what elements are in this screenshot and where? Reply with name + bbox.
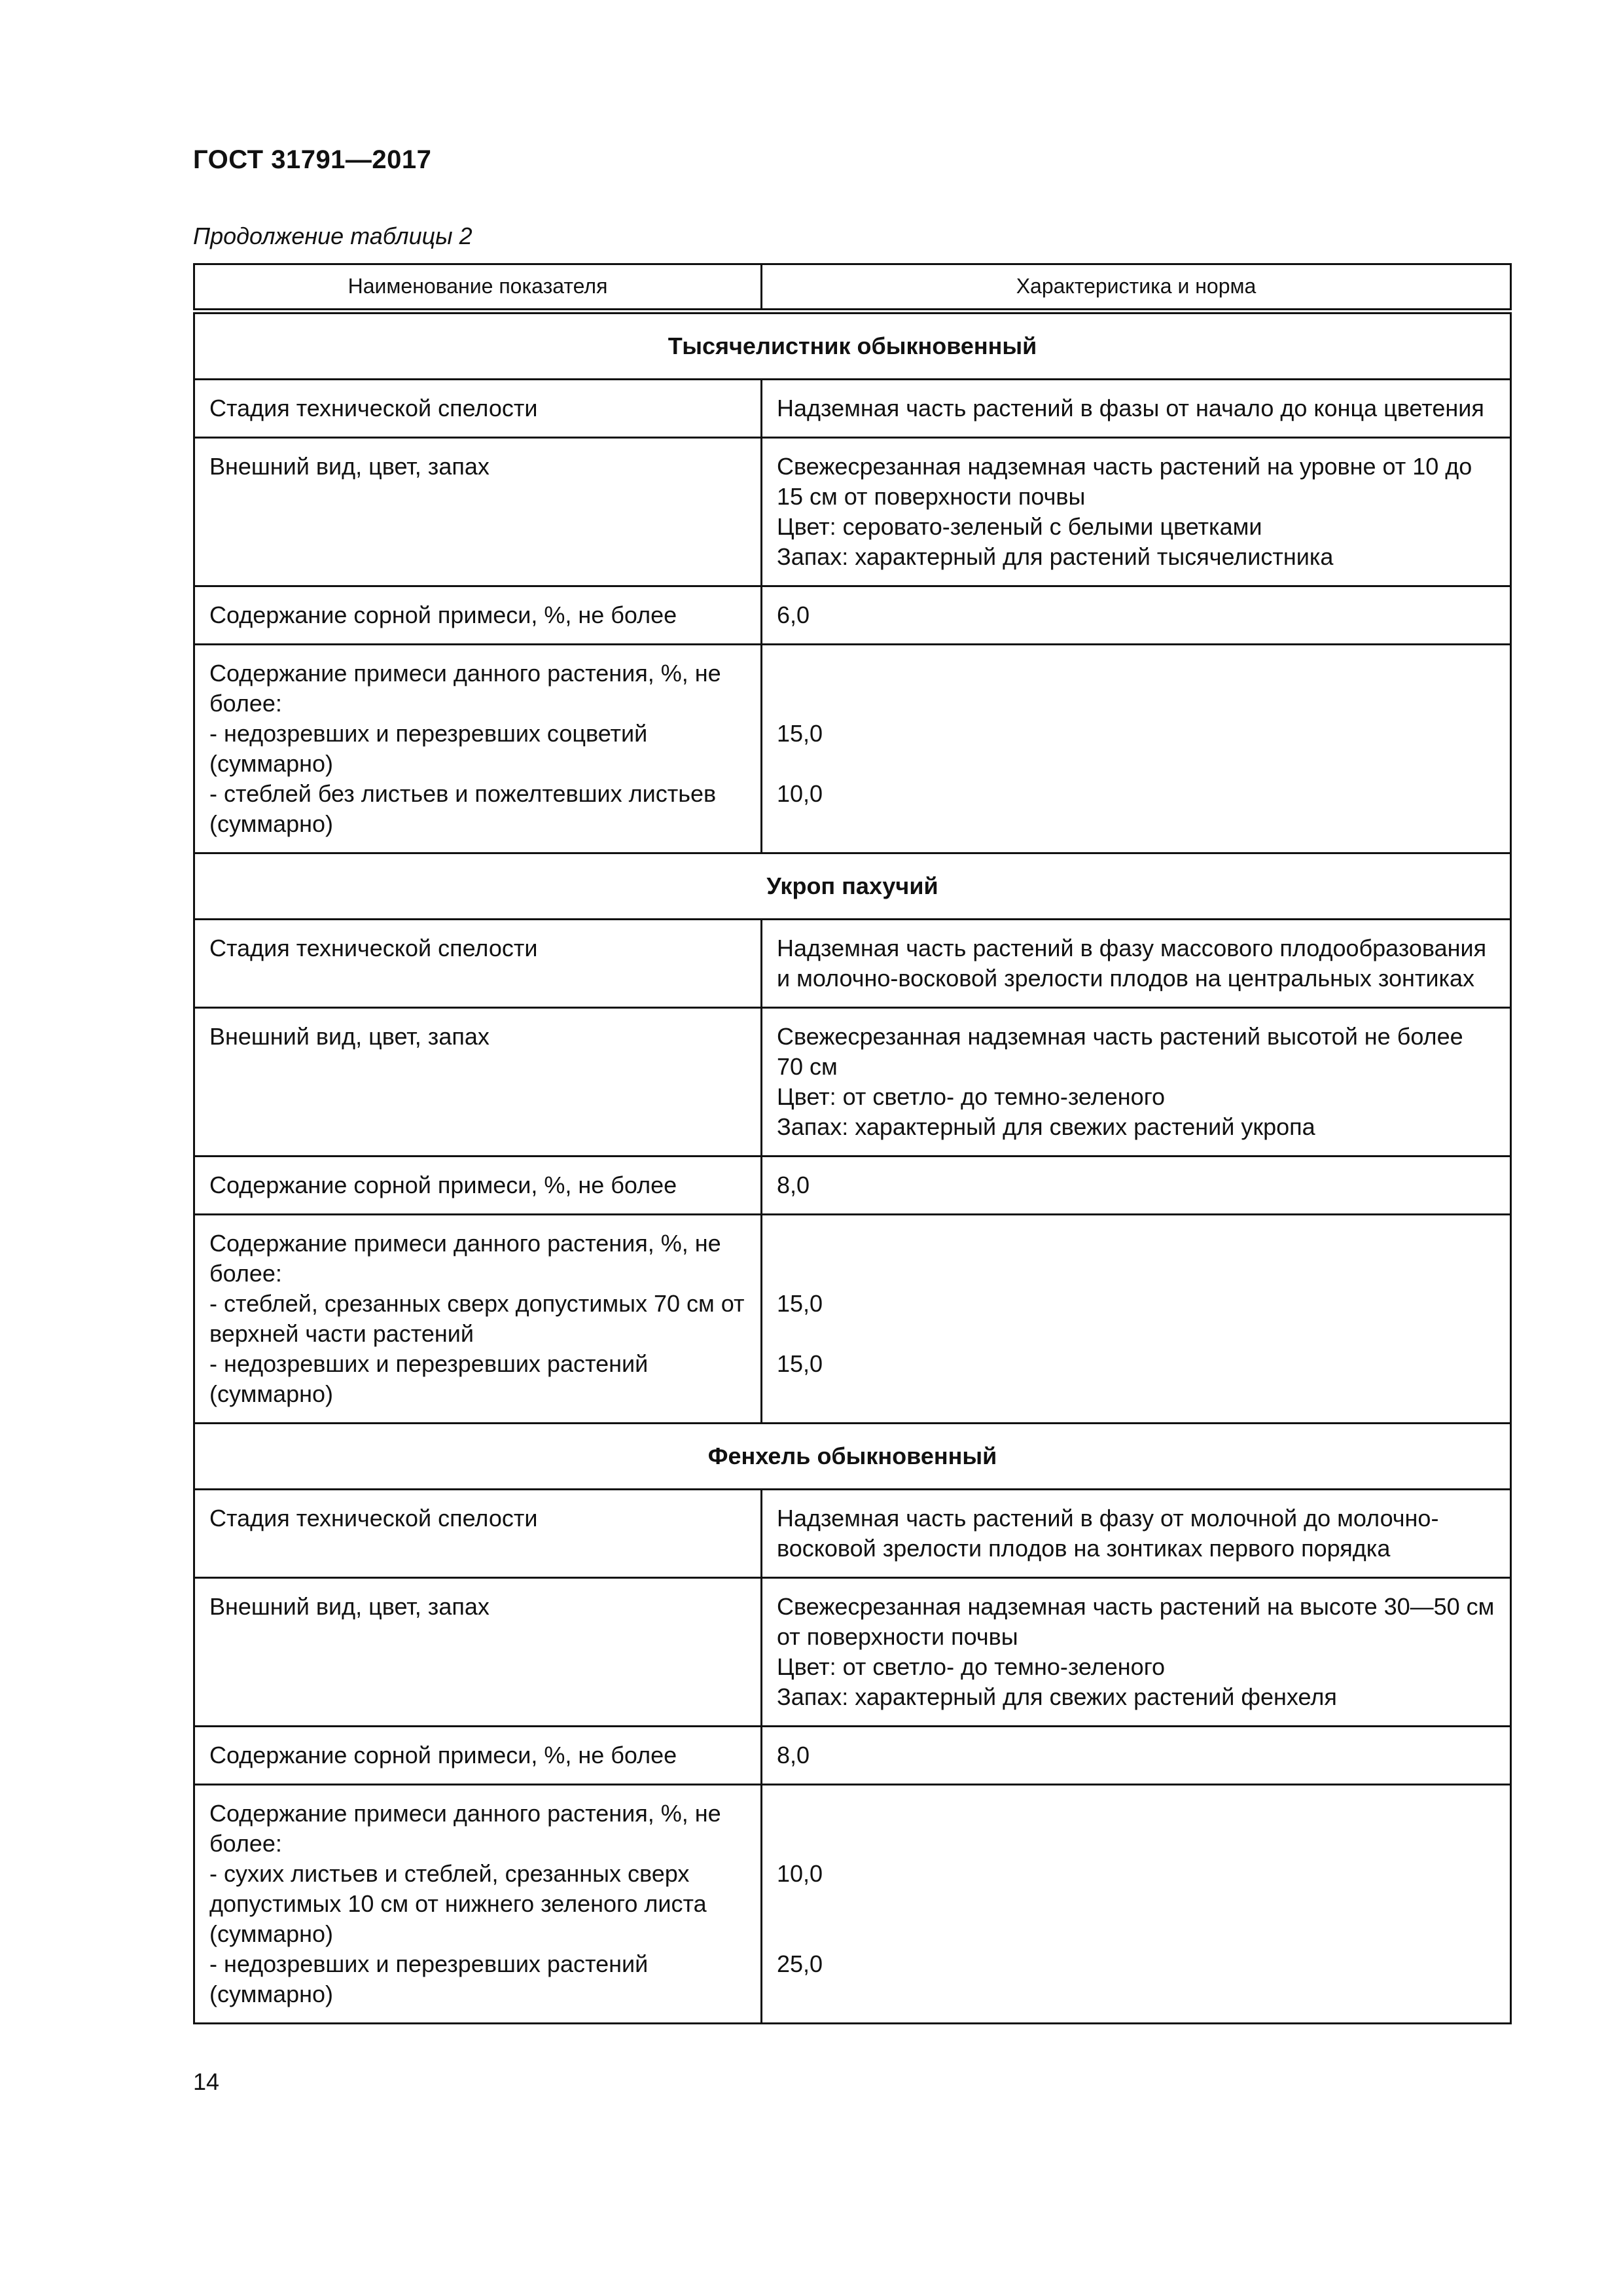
name-line: Содержание примеси данного растения, %, не более:	[209, 660, 721, 717]
section-title: Тысячелистник обыкновенный	[194, 312, 1511, 380]
indicator-name: Стадия технической спелости	[194, 1490, 762, 1578]
indicator-name: Внешний вид, цвет, запах	[194, 1008, 762, 1157]
indicator-value: 6,0	[762, 586, 1511, 645]
value-line: Запах: характерный для растений тысячелистника	[777, 543, 1334, 570]
document-standard-code: ГОСТ 31791—2017	[193, 145, 432, 174]
value-line: Запах: характерный для свежих растений фенхеля	[777, 1683, 1337, 1710]
value-line: 15,0	[777, 720, 823, 747]
name-line: - стеблей, срезанных сверх допустимых 70 см от верхней части растений	[209, 1290, 745, 1347]
indicator-name: Внешний вид, цвет, запах	[194, 1578, 762, 1727]
value-line: Запах: характерный для свежих растений укропа	[777, 1113, 1315, 1140]
value-line: Цвет: от светло- до темно-зеленого	[777, 1083, 1166, 1110]
table-row	[194, 438, 1511, 586]
table-row	[194, 380, 1511, 438]
table-caption: Продолжение таблицы 2	[193, 223, 473, 249]
indicator-name	[194, 1215, 762, 1424]
name-line: - сухих листьев и стеблей, срезанных сверх допустимых 10 см от нижнего зеленого листа (суммарно)	[209, 1860, 707, 1947]
indicator-value	[762, 645, 1511, 853]
value-line: 15,0	[777, 1350, 823, 1377]
indicator-value	[762, 380, 1511, 438]
table-row	[194, 920, 1511, 1008]
page-number: 14	[193, 2068, 220, 2095]
value-line: Свежесрезанная надземная часть растений на уровне от 10 до 15 см от поверхности почвы	[777, 453, 1472, 510]
indicator-value	[762, 1785, 1511, 2024]
value-line: 10,0	[777, 780, 823, 807]
indicator-name: Содержание сорной примеси, %, не более	[194, 1157, 762, 1215]
section-header-row	[194, 312, 1511, 380]
value-line: Цвет: от светло- до темно-зеленого	[777, 1653, 1166, 1680]
indicator-value: Надземная часть растений в фазу массового плодообразования и молочно-восковой зрелости плодов на центральных зонтиках	[762, 920, 1511, 1008]
value-line: Свежесрезанная надземная часть растений высотой не более 70 см	[777, 1023, 1463, 1080]
table-row	[194, 1157, 1511, 1215]
column-header-indicator: Наименование показателя	[194, 264, 762, 312]
value-line: Свежесрезанная надземная часть растений на высоте 30—50 см от поверхности почвы	[777, 1593, 1495, 1650]
value-line: 10,0	[777, 1860, 823, 1887]
name-line: Содержание примеси данного растения, %, не более:	[209, 1800, 721, 1857]
indicator-name	[194, 645, 762, 853]
indicator-name: Стадия технической спелости	[194, 920, 762, 1008]
table-row	[194, 1578, 1511, 1727]
indicator-value	[762, 1215, 1511, 1424]
name-line: - стеблей без листьев и пожелтевших листьев (суммарно)	[209, 780, 717, 837]
value-line: Надземная часть растений в фазы от начало до конца цветения	[777, 395, 1484, 422]
indicator-value: 8,0	[762, 1727, 1511, 1785]
table-row	[194, 645, 1511, 853]
indicator-name: Внешний вид, цвет, запах	[194, 438, 762, 586]
table-row	[194, 1785, 1511, 2024]
indicator-name: Содержание сорной примеси, %, не более	[194, 586, 762, 645]
table-row	[194, 1215, 1511, 1424]
name-line: - недозревших и перезревших соцветий (суммарно)	[209, 720, 648, 777]
indicator-value	[762, 1578, 1511, 1727]
indicator-value: 8,0	[762, 1157, 1511, 1215]
indicator-name	[194, 1785, 762, 2024]
spec-table	[193, 263, 1512, 2024]
table-row	[194, 1727, 1511, 1785]
name-line: - недозревших и перезревших растений (суммарно)	[209, 1950, 649, 2007]
indicator-name: Содержание сорной примеси, %, не более	[194, 1727, 762, 1785]
indicator-name: Стадия технической спелости	[194, 380, 762, 438]
table-header-row	[194, 264, 1511, 312]
indicator-value: Надземная часть растений в фазу от молочной до молочно-восковой зрелости плодов на зонтиках первого порядка	[762, 1490, 1511, 1578]
section-header-row	[194, 853, 1511, 920]
section-header-row	[194, 1424, 1511, 1490]
value-line: Цвет: серовато-зеленый с белыми цветками	[777, 513, 1262, 540]
value-line: 15,0	[777, 1290, 823, 1317]
section-title: Фенхель обыкновенный	[194, 1424, 1511, 1490]
table-row	[194, 1490, 1511, 1578]
indicator-value	[762, 438, 1511, 586]
indicator-value	[762, 1008, 1511, 1157]
section-title: Укроп пахучий	[194, 853, 1511, 920]
name-line: - недозревших и перезревших растений (суммарно)	[209, 1350, 649, 1407]
table-row	[194, 1008, 1511, 1157]
value-line: 25,0	[777, 1950, 823, 1977]
name-line: Содержание примеси данного растения, %, не более:	[209, 1230, 721, 1287]
column-header-norm: Характеристика и норма	[762, 264, 1511, 312]
table-row	[194, 586, 1511, 645]
